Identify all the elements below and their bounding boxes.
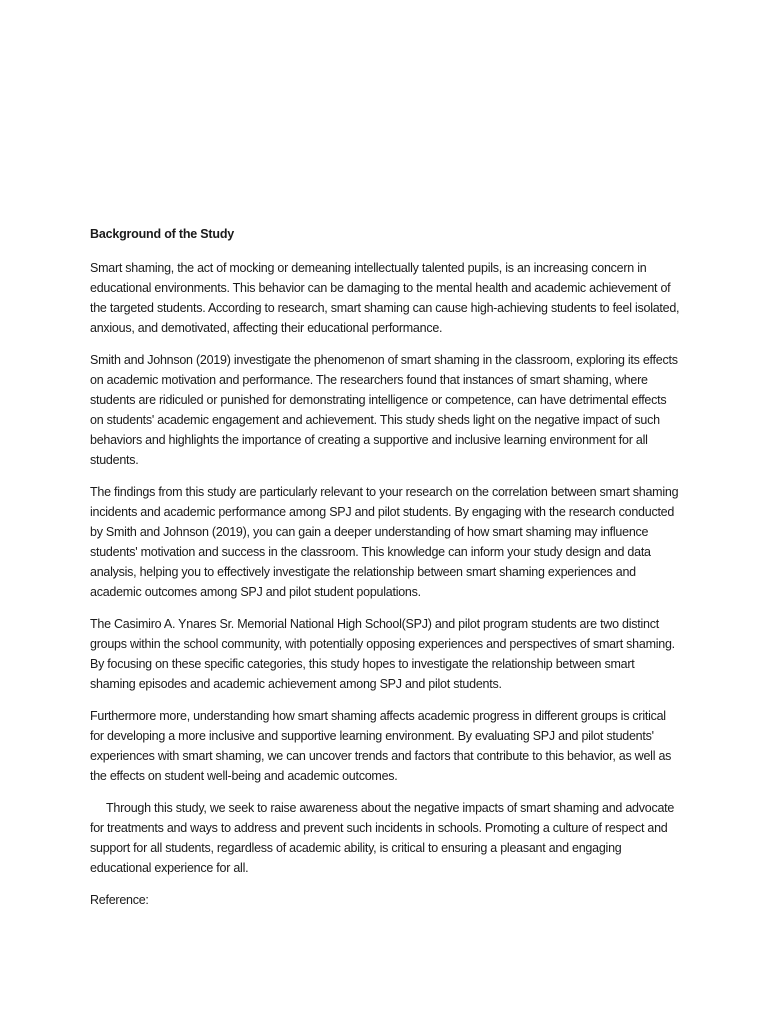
paragraph-furthermore: Furthermore more, understanding how smart shaming affects academic progress in different groups is critical for developing a more inclusive and supportive learning environment. By evaluating SPJ and pilot students' experiences with smart shaming, we can uncover trends and factors that contribute to this behavior, as well as the effects on student well-being and academic outcomes.: [90, 709, 672, 783]
paragraph-conclusion: Through this study, we seek to raise awareness about the negative impacts of smart shaming and advocate for treatments and ways to address and prevent such incidents in schools. Promoting a culture of respect and support for all students, regardless of academic ability, is critical to ensuring a pleasant and engaging educational experience for all.: [90, 801, 675, 875]
document-page: [90, 224, 680, 910]
paragraph-school-groups: The Casimiro A. Ynares Sr. Memorial National High School(SPJ) and pilot program students are two distinct groups within the school community, with potentially opposing experiences and perspectives of smart shaming. By focusing on these specific categories, this study hopes to investigate the relationship between smart shaming episodes and academic achievement among SPJ and pilot students.: [90, 617, 675, 691]
paragraph-smith-johnson: Smith and Johnson (2019) investigate the phenomenon of smart shaming in the classroom, exploring its effects on academic motivation and performance. The researchers found that instances of smart shaming, where students are ridiculed or punished for demonstrating intelligence or competence, can have detrimental effects on students' academic engagement and achievement. This study sheds light on the negative impact of such behaviors and highlights the importance of creating a supportive and inclusive learning environment for all students.: [90, 353, 678, 467]
section-heading: Background of the Study: [90, 227, 235, 241]
paragraph-intro: Smart shaming, the act of mocking or demeaning intellectually talented pupils, is an increasing concern in educational environments. This behavior can be damaging to the mental health and academic achievement of the targeted students. According to research, smart shaming can cause high-achieving students to feel isolated, anxious, and demotivated, affecting their educational performance.: [90, 261, 680, 335]
paragraph-findings: The findings from this study are particularly relevant to your research on the correlation between smart shaming incidents and academic performance among SPJ and pilot students. By engaging with the research conducted by Smith and Johnson (2019), you can gain a deeper understanding of how smart shaming may influence students' motivation and success in the classroom. This knowledge can inform your study design and data analysis, helping you to effectively investigate the relationship between smart shaming experiences and academic outcomes among SPJ and pilot student populations.: [90, 485, 679, 599]
reference-label: Reference:: [90, 893, 149, 907]
